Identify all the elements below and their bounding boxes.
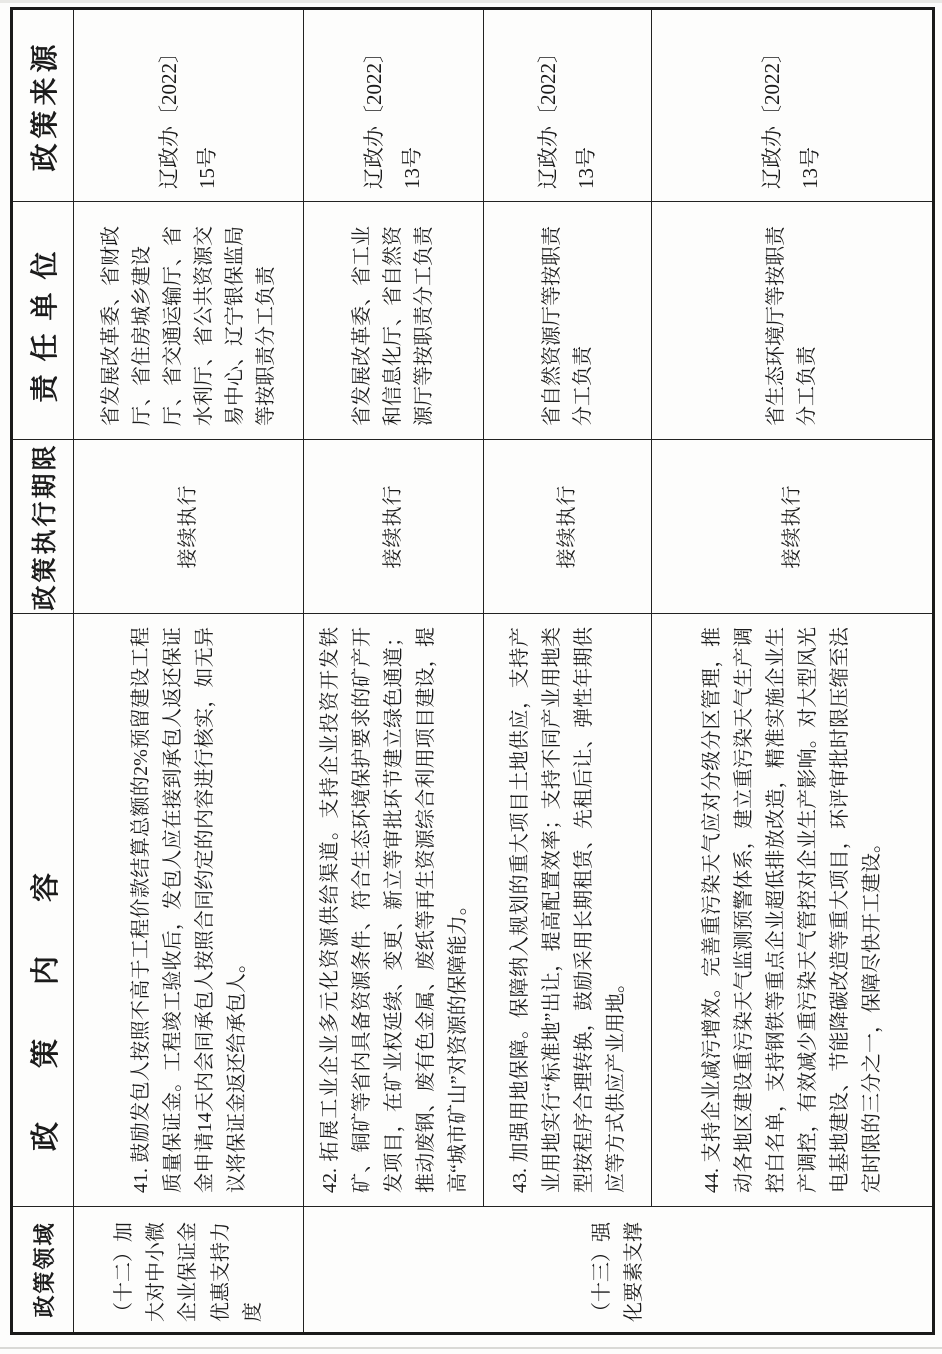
cell-42-unit: 省发展改革委、省工业和信息化厅、省自然资源厅等按职责分工负责	[304, 202, 484, 440]
header-policy-content: 政策内容	[12, 614, 74, 1207]
table-row-item-42	[304, 9, 484, 1334]
cell-41-content: 41. 鼓励发包人按照不高于工程价款结算总额的2%预留建设工程质量保证金。工程竣工验收后，发包人应在接到承包人返还保证金申请14天内会同承包人按照合同约定的内容进行核实，如无异议将保证金返还给承包人。	[74, 614, 304, 1207]
header-policy-field: 政策领域	[12, 1207, 74, 1334]
table-header-row	[12, 9, 74, 1334]
cell-42-content: 42. 拓展工业企业多元化资源供给渠道。支持企业投资开发铁矿、铜矿等省内具备资源条件、符合生态环境保护要求的矿产开发项目，在矿业权延续、变更、新立等审批环节建立绿色通道；推动废钢、废有色金属、废纸等再生资源综合利用项目建设，提高“城市矿山”对资源的保障能力。	[304, 614, 484, 1207]
cell-42-period: 接续执行	[304, 440, 484, 614]
cell-44-unit: 省生态环境厅等按职责分工负责	[652, 202, 934, 440]
cell-44-period: 接续执行	[652, 440, 934, 614]
table-row-item-43	[484, 9, 652, 1334]
cell-43-unit: 省自然资源厅等按职责分工负责	[484, 202, 652, 440]
cell-43-source: 辽政办〔2022〕13号	[484, 9, 652, 202]
cell-41-period: 接续执行	[74, 440, 304, 614]
table-row-item-41	[74, 9, 304, 1334]
policy-table	[10, 7, 935, 1335]
cell-43-period: 接续执行	[484, 440, 652, 614]
header-responsible-unit: 责任单位	[12, 202, 74, 440]
header-policy-source: 政策来源	[12, 9, 74, 202]
cell-42-source: 辽政办〔2022〕13号	[304, 9, 484, 202]
cell-44-source: 辽政办〔2022〕13号	[652, 9, 934, 202]
header-policy-period: 政策执行期限	[12, 440, 74, 614]
cell-41-source: 辽政办〔2022〕15号	[74, 9, 304, 202]
cell-42-44-field-merged: （十三）强化要素支撑	[304, 1207, 934, 1334]
cell-44-content: 44. 支持企业减污增效。完善重污染天气应对分级分区管理，推动各地区建设重污染天气监测预警体系，建立重污染天气生产调控白名单，支持钢铁等重点企业超低排放改造，精准实施企业生产调控，有效减少重污染天气管控对企业生产影响。对大型风光电基地建设、节能降碳改造等重大项目，环评审批时限压缩至法定时限的三分之一，保障尽快开工建设。	[652, 614, 934, 1207]
table-row-item-44	[652, 9, 934, 1334]
cell-41-unit: 省发展改革委、省财政厅、省住房城乡建设厅、省交通运输厅、省水利厅、省公共资源交易中心、辽宁银保监局等按职责分工负责	[74, 202, 304, 440]
cell-43-content: 43. 加强用地保障。保障纳入规划的重大项目土地供应，支持产业用地实行“标准地”出让，提高配置效率；支持不同产业用地类型按程序合理转换，鼓励采用长期租赁、先租后让、弹性年期供应等方式供应产业用地。	[484, 614, 652, 1207]
cell-41-field: （十二）加大对中小微企业保证金优惠支持力度	[74, 1207, 304, 1334]
